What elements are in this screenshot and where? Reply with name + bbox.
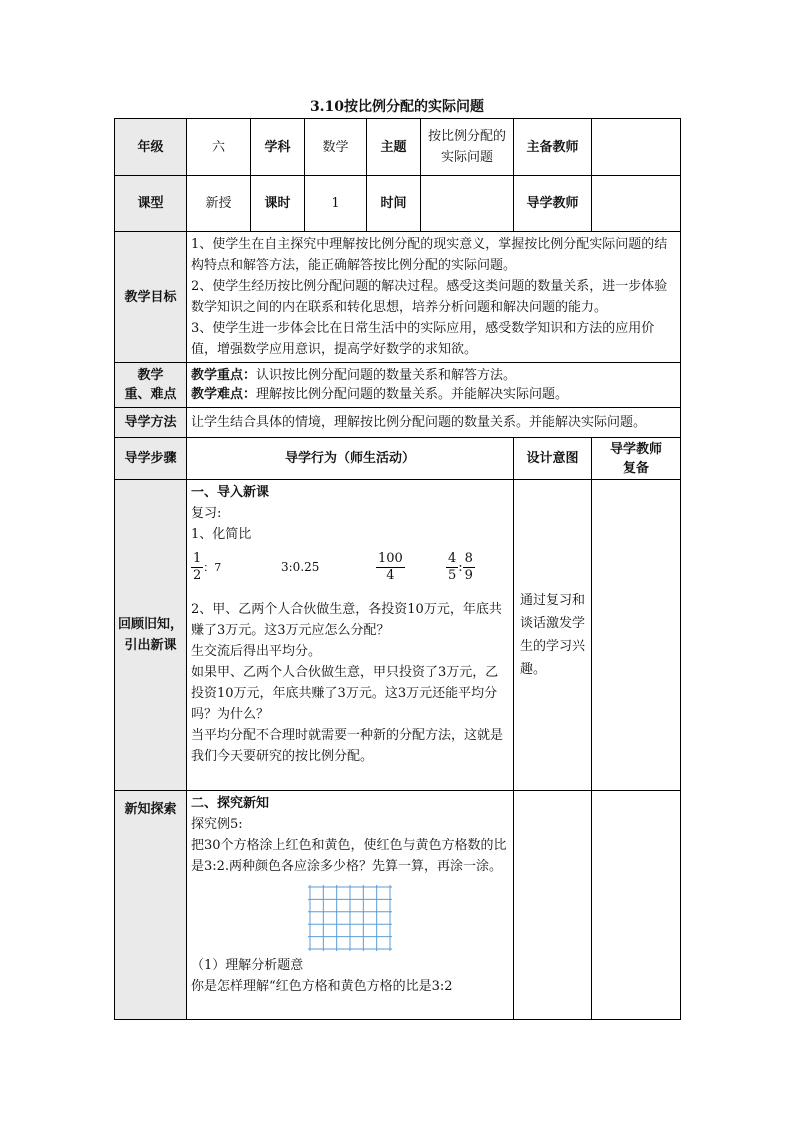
hours-label: 课时 (251, 176, 305, 232)
step2-analysis: （1）理解分析题意 (191, 958, 304, 973)
step1-paragraph: 如果甲、乙两个人合伙做生意，甲只投资了3万元，乙投资10万元，年底共赚了3万元。这3万元还能平均分吗？为什么？ (191, 665, 499, 722)
intent-column-header: 设计意图 (514, 438, 592, 480)
objective-item: 1、使学生在自主探究中理解按比例分配的现实意义，掌握按比例分配实际问题的结构特点和解答方法，能正确解答按比例分配的实际问题。 (191, 237, 668, 273)
ratio-4: $\frac{4}{5}$ : $\frac{8}{9}$ (448, 550, 473, 583)
focus-label: 教学重点： (191, 368, 257, 383)
key-points-row (115, 363, 681, 408)
step2-label: 新知探索 (115, 791, 187, 1020)
focus-text: 认识按比例分配问题的数量关系和解答方法。 (256, 368, 517, 383)
step-column-header: 导学步骤 (115, 438, 187, 480)
step1-paragraph: 生交流后得出平均分。 (191, 644, 322, 659)
activity-column-header: 导学行为（师生活动） (187, 438, 514, 480)
step2-example: 探究例5: (191, 817, 243, 832)
topic-value: 按比例分配的实际问题 (421, 119, 514, 176)
step2-row (115, 791, 681, 1020)
objectives-label: 教学目标 (115, 232, 187, 363)
step1-heading: 一、导入新课 (191, 485, 270, 500)
guide-teacher-label: 导学教师 (514, 176, 592, 232)
lesson-plan-table (114, 118, 681, 1020)
key-points-label: 教学 重、难点 (115, 363, 187, 408)
page-title: 3.10按比例分配的实际问题 (309, 99, 485, 115)
grade-label: 年级 (115, 119, 187, 176)
step1-activity (187, 480, 514, 791)
ratio-1: $\frac{1}{2}$ ：7 (193, 550, 222, 583)
key-points-content (187, 363, 681, 408)
ratio-3: $\frac{100}{4}$ (378, 550, 403, 583)
topic-label: 主题 (367, 119, 421, 176)
difficulty-text: 理解按比例分配问题的数量关系。并能解决实际问题。 (256, 387, 569, 402)
step1-row (115, 480, 681, 791)
step1-review: 复习: (191, 506, 222, 521)
objectives-row (115, 232, 681, 363)
step2-heading: 二、探究新知 (191, 796, 270, 811)
ratio-exercises (191, 545, 509, 589)
method-text: 让学生结合具体的情境，理解按比例分配问题的数量关系。并能解决实际问题。 (187, 408, 681, 438)
type-label: 课型 (115, 176, 187, 232)
step2-intent (514, 791, 592, 1020)
steps-header-row (115, 438, 681, 480)
review-column-header: 导学教师 复备 (592, 438, 681, 480)
step1-simplify: 1、化简比 (191, 527, 252, 542)
time-value (421, 176, 514, 232)
step1-intent: 通过复习和谈话激发学生的学习兴趣。 (514, 480, 592, 791)
step2-question: 你是怎样理解“红色方格和黄色方格的比是3:2 (191, 979, 453, 994)
square-grid (308, 885, 392, 951)
step1-paragraph: 当平均分配不合理时就需要一种新的分配方法，这就是我们今天要研究的按比例分配。 (191, 728, 504, 764)
type-value: 新授 (187, 176, 251, 232)
info-row-2 (115, 176, 681, 232)
ratio-2: 3:0.25 (281, 559, 320, 574)
method-label: 导学方法 (115, 408, 187, 438)
hours-value: 1 (305, 176, 367, 232)
step1-review-cell (592, 480, 681, 791)
info-row-1 (115, 119, 681, 176)
time-label: 时间 (367, 176, 421, 232)
subject-value: 数学 (305, 119, 367, 176)
grade-value: 六 (187, 119, 251, 176)
step2-review-cell (592, 791, 681, 1020)
objective-item: 2、使学生经历按比例分配问题的解决过程。感受这类问题的数量关系，进一步体验数学知识之间的内在联系和转化思想，培养分析问题和解决问题的能力。 (191, 279, 668, 315)
method-row (115, 408, 681, 438)
lead-teacher-value (592, 119, 681, 176)
difficulty-label: 教学难点： (191, 387, 257, 402)
step1-label: 回顾旧知，引出新课 (115, 480, 187, 791)
lead-teacher-label: 主备教师 (514, 119, 592, 176)
step2-activity (187, 791, 514, 1020)
guide-teacher-value (592, 176, 681, 232)
objective-item: 3、使学生进一步体会比在日常生活中的实际应用，感受数学知识和方法的应用价值，增强数学应用意识，提高学好数学的求知欲。 (191, 321, 655, 357)
step1-paragraph: 2、甲、乙两个人合伙做生意，各投资10万元，年底共赚了3万元。这3万元应怎么分配？ (191, 602, 502, 638)
subject-label: 学科 (251, 119, 305, 176)
step2-problem: 把30个方格涂上红色和黄色，使红色与黄色方格数的比是3:2.两种颜色各应涂多少格？先算一算，再涂一涂。 (191, 838, 507, 874)
objectives-content (187, 232, 681, 363)
